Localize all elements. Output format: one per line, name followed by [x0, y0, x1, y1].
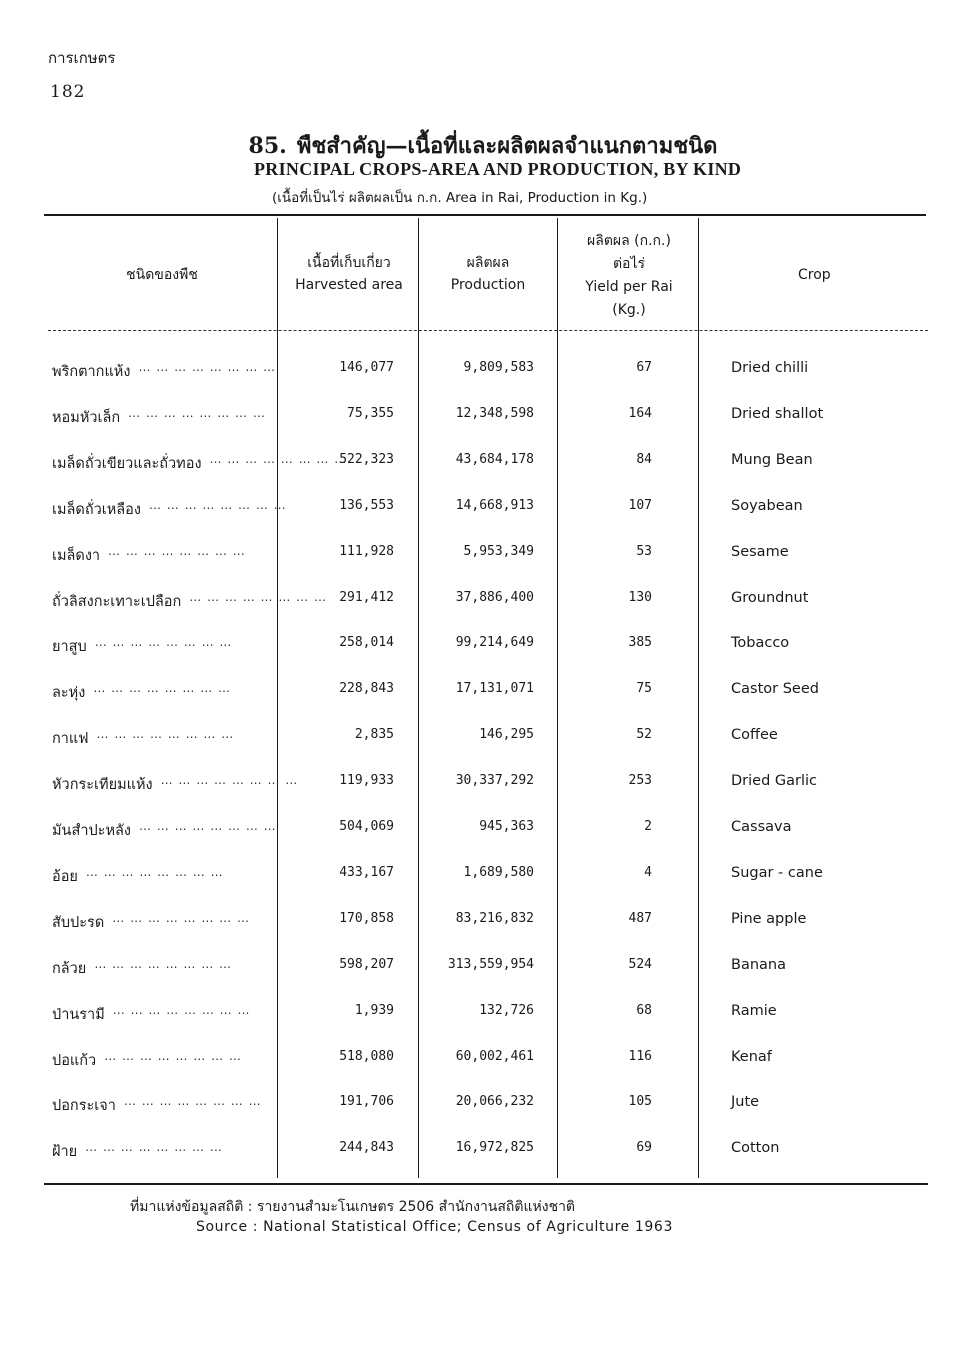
- header-rule: [48, 330, 928, 331]
- running-head: การเกษตร: [48, 49, 116, 67]
- source-english: Source : National Statistical Office; Census of Agriculture 1963: [196, 1219, 673, 1235]
- leader-dots: … … … … … … … …: [112, 1003, 251, 1017]
- production-value: 132,726: [479, 1003, 534, 1018]
- harvested-area-value: 433,167: [339, 865, 394, 880]
- table-row: [0, 865, 966, 889]
- leader-dots: … … … … … … … …: [123, 1094, 262, 1108]
- table-row: [0, 635, 966, 659]
- header-production: [420, 252, 556, 296]
- leader-dots: … … … … … … … …: [189, 590, 327, 604]
- header-yield-th-2: ต่อไร่: [612, 256, 646, 272]
- crop-name-english: Ramie: [731, 1003, 777, 1019]
- leader-dots: … … … … … … … …: [108, 544, 246, 558]
- leader-dots: … … … … … … … …: [209, 452, 348, 466]
- top-rule: [44, 214, 926, 216]
- crop-name-thai: กาแฟ: [52, 731, 89, 747]
- header-yield: [560, 230, 698, 322]
- harvested-area-value: 598,207: [339, 957, 394, 972]
- harvested-area-value: 1,939: [354, 1003, 394, 1018]
- crop-name-english: Pine apple: [731, 911, 807, 927]
- table-row: [0, 1003, 966, 1027]
- harvested-area-value: 75,355: [347, 406, 394, 421]
- yield-value: 253: [628, 773, 652, 788]
- yield-value: 69: [636, 1140, 652, 1155]
- production-value: 60,002,461: [455, 1049, 534, 1064]
- table-row: [0, 911, 966, 935]
- leader-dots: … … … … … … … …: [138, 360, 277, 374]
- bottom-rule: [44, 1183, 928, 1185]
- header-kind: [48, 264, 276, 286]
- leader-dots: … … … … … … … …: [93, 681, 232, 695]
- crop-name-english: Sugar - cane: [731, 865, 823, 881]
- crop-name-english: Castor Seed: [731, 681, 819, 697]
- crop-name-english: Dried Garlic: [731, 773, 818, 789]
- production-value: 16,972,825: [455, 1140, 534, 1155]
- crop-name-thai: ปอกระเจา: [52, 1098, 116, 1114]
- yield-value: 53: [636, 544, 652, 559]
- crop-name-thai: เมล็ดถั่วเหลือง: [52, 502, 141, 518]
- leader-dots: … … … … … … … …: [94, 957, 233, 971]
- yield-value: 4: [644, 865, 652, 880]
- table-row: [0, 819, 966, 843]
- crop-name-thai: กล้วย: [52, 961, 87, 977]
- crop-name-english: Coffee: [731, 727, 778, 743]
- crop-name-thai: มันสำปะหลัง: [52, 823, 131, 839]
- yield-value: 487: [628, 911, 652, 926]
- header-yield-th-1: ผลิตผล (ก.ก.): [587, 233, 671, 249]
- crop-name-thai: ปอแก้ว: [52, 1053, 97, 1069]
- crop-name-english: Cassava: [731, 819, 792, 835]
- production-value: 37,886,400: [455, 590, 534, 605]
- crop-name-english: Groundnut: [731, 590, 809, 606]
- production-value: 20,066,232: [455, 1094, 534, 1109]
- table-row: [0, 498, 966, 522]
- harvested-area-value: 2,835: [354, 727, 394, 742]
- harvested-area-value: 136,553: [339, 498, 394, 513]
- header-yield-en-2: (Kg.): [612, 302, 646, 318]
- table-row: [0, 957, 966, 981]
- production-value: 313,559,954: [447, 957, 534, 972]
- crop-name-thai: ป่านรามี: [52, 1007, 105, 1023]
- yield-value: 105: [628, 1094, 652, 1109]
- production-value: 1,689,580: [463, 865, 534, 880]
- yield-value: 84: [636, 452, 652, 467]
- crop-name-thai: ฝ้าย: [52, 1144, 78, 1160]
- leader-dots: … … … … … … … …: [128, 406, 266, 420]
- table-row: [0, 360, 966, 384]
- table-row: [0, 590, 966, 614]
- page-number: 182: [50, 82, 86, 102]
- table-row: [0, 1094, 966, 1118]
- yield-value: 68: [636, 1003, 652, 1018]
- header-kind-th: ชนิดของพืช: [126, 267, 198, 283]
- harvested-area-value: 170,858: [339, 911, 394, 926]
- yield-value: 116: [628, 1049, 652, 1064]
- crop-name-english: Tobacco: [731, 635, 790, 651]
- production-value: 146,295: [479, 727, 534, 742]
- crop-name-english: Soyabean: [731, 498, 803, 514]
- yield-value: 164: [628, 406, 652, 421]
- leader-dots: … … … … … … … …: [94, 635, 233, 649]
- harvested-area-value: 228,843: [339, 681, 394, 696]
- harvested-area-value: 119,933: [339, 773, 394, 788]
- header-area: [280, 252, 418, 296]
- leader-dots: … … … … … … … …: [160, 773, 299, 787]
- source-thai: ที่มาแห่งข้อมูลสถิติ : รายงานสำมะโนเกษตร 2506 สำนักงานสถิติแห่งชาติ: [130, 1199, 576, 1215]
- crop-name-thai: ถั่วลิสงกะเทาะเปลือก: [52, 594, 182, 610]
- header-crop-en: Crop: [798, 267, 831, 283]
- crop-name-english: Mung Bean: [731, 452, 813, 468]
- table-row: [0, 544, 966, 568]
- harvested-area-value: 504,069: [339, 819, 394, 834]
- production-value: 17,131,071: [455, 681, 534, 696]
- leader-dots: … … … … … … … …: [112, 911, 250, 925]
- production-value: 83,216,832: [455, 911, 534, 926]
- harvested-area-value: 258,014: [339, 635, 394, 650]
- harvested-area-value: 191,706: [339, 1094, 394, 1109]
- production-value: 99,214,649: [455, 635, 534, 650]
- header-area-th: เนื้อที่เก็บเกี่ยว: [307, 255, 391, 271]
- yield-value: 130: [628, 590, 652, 605]
- crop-name-thai: หัวกระเทียมแห้ง: [52, 777, 153, 793]
- harvested-area-value: 146,077: [339, 360, 394, 375]
- yield-value: 107: [628, 498, 652, 513]
- crop-name-thai: หอมหัวเล็ก: [52, 410, 121, 426]
- production-value: 30,337,292: [455, 773, 534, 788]
- yield-value: 524: [628, 957, 652, 972]
- leader-dots: … … … … … … … …: [138, 819, 277, 833]
- production-value: 14,668,913: [455, 498, 534, 513]
- crop-name-english: Cotton: [731, 1140, 780, 1156]
- table-title-english: PRINCIPAL CROPS-AREA AND PRODUCTION, BY KIND: [254, 159, 742, 179]
- header-production-th: ผลิตผล: [466, 255, 510, 271]
- yield-value: 385: [628, 635, 652, 650]
- crop-name-thai: เมล็ดงา: [52, 548, 101, 564]
- header-crop: [736, 264, 896, 286]
- harvested-area-value: 518,080: [339, 1049, 394, 1064]
- production-value: 43,684,178: [455, 452, 534, 467]
- leader-dots: … … … … … … … …: [85, 865, 224, 879]
- table-row: [0, 1140, 966, 1164]
- leader-dots: … … … … … … … …: [148, 498, 287, 512]
- header-production-en: Production: [450, 277, 526, 293]
- table-row: [0, 773, 966, 797]
- harvested-area-value: 111,928: [339, 544, 394, 559]
- harvested-area-value: 244,843: [339, 1140, 394, 1155]
- crop-name-english: Jute: [731, 1094, 760, 1110]
- table-row: [0, 406, 966, 430]
- crop-name-thai: อ้อย: [52, 869, 78, 885]
- crop-name-thai: เมล็ดถั่วเขียวและถั่วทอง: [52, 456, 202, 472]
- production-value: 9,809,583: [463, 360, 534, 375]
- yield-value: 2: [644, 819, 652, 834]
- header-area-en: Harvested area: [295, 277, 403, 293]
- leader-dots: … … … … … … … …: [85, 1140, 223, 1154]
- table-title-thai: [0, 128, 966, 163]
- crop-name-thai: ละหุ่ง: [52, 685, 86, 701]
- production-value: 5,953,349: [463, 544, 534, 559]
- yield-value: 67: [636, 360, 652, 375]
- harvested-area-value: 291,412: [339, 590, 394, 605]
- table-row: [0, 727, 966, 751]
- leader-dots: … … … … … … … …: [104, 1049, 242, 1063]
- production-value: 945,363: [479, 819, 534, 834]
- crop-name-thai: สับปะรด: [52, 915, 105, 931]
- yield-value: 75: [636, 681, 652, 696]
- header-yield-en-1: Yield per Rai: [585, 279, 673, 295]
- crop-name-english: Banana: [731, 957, 786, 973]
- table-row: [0, 452, 966, 476]
- crop-name-english: Sesame: [731, 544, 789, 560]
- table-row: [0, 1049, 966, 1073]
- leader-dots: … … … … … … … …: [96, 727, 235, 741]
- crop-name-thai: พริกตากแห้ง: [52, 364, 131, 380]
- crop-name-thai: ยาสูบ: [52, 639, 87, 655]
- table-number: 85.: [248, 133, 287, 159]
- crop-name-english: Dried chilli: [731, 360, 809, 376]
- production-value: 12,348,598: [455, 406, 534, 421]
- crop-name-english: Kenaf: [731, 1049, 772, 1065]
- units-note: (เนื้อที่เป็นไร่ ผลิตผลเป็น ก.ก. Area in Rai, Production in Kg.): [272, 190, 648, 206]
- harvested-area-value: 522,323: [339, 452, 394, 467]
- yield-value: 52: [636, 727, 652, 742]
- crop-name-english: Dried shallot: [731, 406, 824, 422]
- table-row: [0, 681, 966, 705]
- title-thai-text: พืชสำคัญ—เนื้อที่และผลิตผลจำแนกตามชนิด: [296, 133, 718, 159]
